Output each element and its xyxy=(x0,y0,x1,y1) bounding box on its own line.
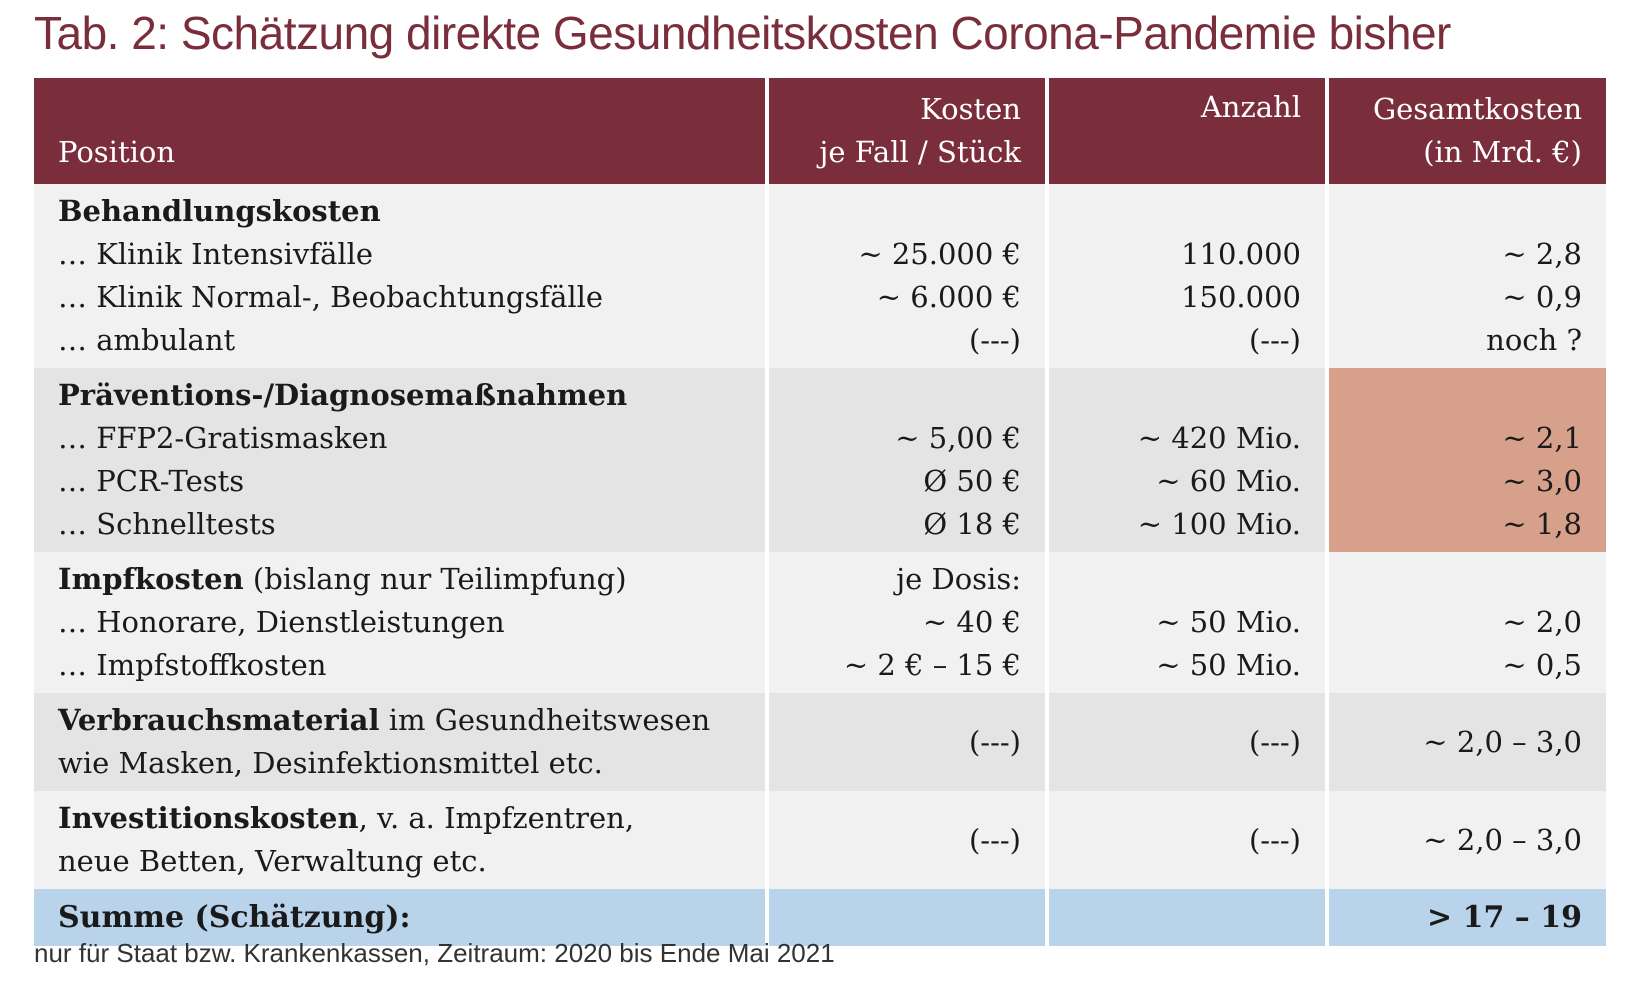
cell-kosten: (---) xyxy=(968,724,1021,759)
cell-anzahl: ~ 100 Mio. xyxy=(1137,507,1301,541)
cell-kosten: ~ 2 € – 15 € xyxy=(843,648,1021,682)
cell-gesamt: ~ 3,0 xyxy=(1502,464,1582,498)
cell-kosten: (---) xyxy=(968,323,1021,357)
cell-kosten: ~ 25.000 € xyxy=(858,237,1021,271)
cell-anzahl: ~ 420 Mio. xyxy=(1137,421,1301,455)
highlighted-cell xyxy=(1329,368,1606,552)
cell-anzahl: ~ 50 Mio. xyxy=(1156,605,1301,639)
cell-gesamt: ~ 0,9 xyxy=(1502,280,1582,314)
cell-gesamt: ~ 2,0 xyxy=(1502,605,1582,639)
section-heading: Präventions-/Diagnosemaßnahmen xyxy=(58,378,628,412)
row-label: … Klinik Normal-, Beobachtungsfälle xyxy=(58,280,604,314)
cell-gesamt: noch ? xyxy=(1486,323,1582,357)
section-investitionskosten xyxy=(34,791,1606,889)
header-anzahl: Anzahl xyxy=(1049,78,1325,184)
section-heading: Verbrauchsmaterial im Gesundheitswesen xyxy=(58,703,711,737)
row-label: … PCR-Tests xyxy=(58,464,245,498)
cell-gesamt: ~ 2,1 xyxy=(1502,421,1582,455)
section-verbrauchsmaterial xyxy=(34,693,1606,791)
cell-kosten: Ø 50 € xyxy=(923,464,1021,498)
cell-anzahl: (---) xyxy=(1248,822,1301,857)
cell-anzahl: ~ 50 Mio. xyxy=(1156,648,1301,682)
row-label: … Schnelltests xyxy=(58,507,276,541)
section-praevention xyxy=(34,368,1606,552)
cost-table xyxy=(34,78,1606,946)
cell-gesamt: ~ 2,0 – 3,0 xyxy=(1423,822,1582,857)
row-label: … ambulant xyxy=(58,323,236,357)
header-kosten: Kosten je Fall / Stück xyxy=(769,78,1045,184)
row-label: wie Masken, Desinfektionsmittel etc. xyxy=(58,746,603,780)
footnote: nur für Staat bzw. Krankenkassen, Zeitraum: 2020 bis Ende Mai 2021 xyxy=(34,938,835,968)
section-impfkosten xyxy=(34,552,1606,693)
cell-gesamt: ~ 0,5 xyxy=(1502,648,1582,682)
header-position: Position xyxy=(34,78,765,184)
cell-anzahl: ~ 60 Mio. xyxy=(1156,464,1301,498)
row-label: … Honorare, Dienstleistungen xyxy=(58,605,505,639)
cell-anzahl: (---) xyxy=(1248,323,1301,357)
cell-gesamt: ~ 2,8 xyxy=(1502,237,1582,271)
cell-kosten-note: je Dosis: xyxy=(896,562,1021,596)
cell-anzahl: 150.000 xyxy=(1181,280,1301,314)
section-behandlungskosten xyxy=(34,184,1606,368)
table-header xyxy=(34,78,1606,184)
total-label: Summe (Schätzung): xyxy=(34,889,765,946)
section-heading: Investitionskosten, v. a. Impfzentren, xyxy=(58,801,635,835)
cell-anzahl: (---) xyxy=(1248,724,1301,759)
row-label: … FFP2-Gratismasken xyxy=(58,421,388,455)
cell-anzahl: 110.000 xyxy=(1181,237,1301,271)
row-label: … Impfstoffkosten xyxy=(58,648,327,682)
row-label: … Klinik Intensivfälle xyxy=(58,237,374,271)
page-title: Tab. 2: Schätzung direkte Gesundheitskosten Corona-Pandemie bisher xyxy=(34,7,1451,59)
cell-kosten: ~ 40 € xyxy=(922,605,1021,639)
cell-kosten: ~ 6.000 € xyxy=(876,280,1021,314)
cell-gesamt: ~ 2,0 – 3,0 xyxy=(1423,724,1582,759)
row-label: neue Betten, Verwaltung etc. xyxy=(58,844,487,878)
total-value: > 17 – 19 xyxy=(1329,889,1606,946)
section-heading: Impfkosten (bislang nur Teilimpfung) xyxy=(58,562,627,596)
section-heading: Behandlungskosten xyxy=(58,194,381,228)
cell-kosten: Ø 18 € xyxy=(923,507,1021,541)
cell-kosten: (---) xyxy=(968,822,1021,857)
header-gesamtkosten: Gesamtkosten (in Mrd. €) xyxy=(1329,78,1606,184)
cell-kosten: ~ 5,00 € xyxy=(895,421,1021,455)
cell-gesamt: ~ 1,8 xyxy=(1502,507,1582,541)
